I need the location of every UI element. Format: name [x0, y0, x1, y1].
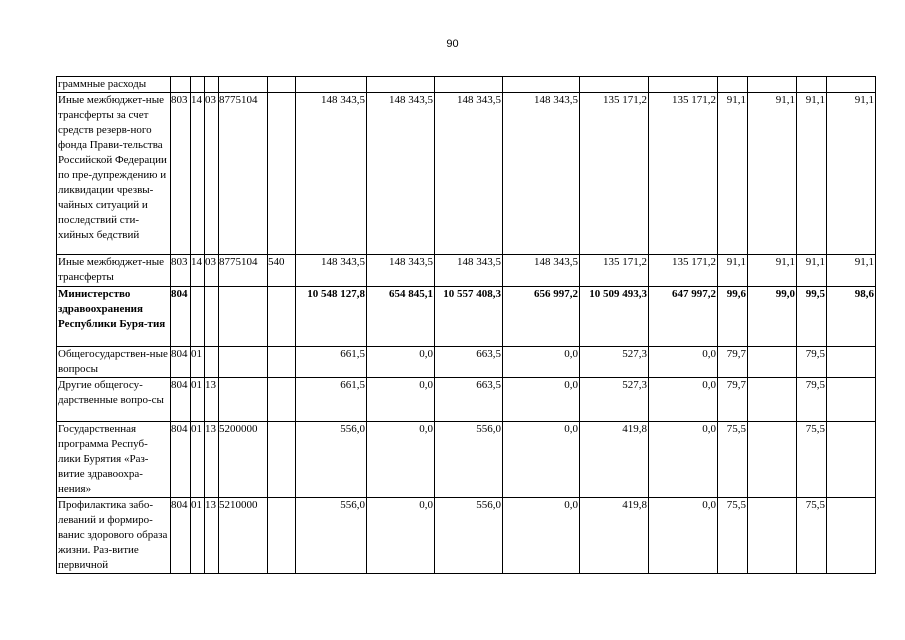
row-name: Другие общегосу-дарственные вопро-сы [57, 378, 171, 422]
ved-code: 804 [171, 378, 191, 422]
percent-2: 91,1 [748, 255, 797, 287]
approved-total: 556,0 [296, 498, 367, 574]
percent-3: 79,5 [797, 347, 827, 378]
percent-4 [827, 347, 876, 378]
target-article-code: 8775104 [219, 93, 268, 255]
table-row [57, 255, 876, 287]
percent-3: 79,5 [797, 378, 827, 422]
row-name: граммные расходы [57, 77, 171, 93]
approved-total: 556,0 [296, 422, 367, 498]
executed-total: 10 509 493,3 [580, 287, 649, 347]
section-code: 01 [191, 347, 205, 378]
approved-federal: 0,0 [367, 378, 435, 422]
approved-total: 10 548 127,8 [296, 287, 367, 347]
percent-3 [797, 77, 827, 93]
refined-total: 148 343,5 [435, 93, 503, 255]
subsection-code: 13 [205, 422, 219, 498]
approved-total: 148 343,5 [296, 93, 367, 255]
refined-total: 663,5 [435, 378, 503, 422]
refined-federal: 148 343,5 [503, 93, 580, 255]
expense-type-code [268, 287, 296, 347]
target-article-code [219, 77, 268, 93]
refined-total: 556,0 [435, 422, 503, 498]
page-number: 90 [446, 38, 459, 50]
percent-1: 79,7 [718, 378, 748, 422]
approved-federal: 0,0 [367, 347, 435, 378]
executed-total [580, 77, 649, 93]
section-code: 01 [191, 422, 205, 498]
percent-4: 91,1 [827, 255, 876, 287]
executed-federal [649, 77, 718, 93]
percent-3: 75,5 [797, 422, 827, 498]
refined-federal: 0,0 [503, 498, 580, 574]
approved-federal: 0,0 [367, 422, 435, 498]
refined-federal: 656 997,2 [503, 287, 580, 347]
percent-2: 99,0 [748, 287, 797, 347]
percent-3: 75,5 [797, 498, 827, 574]
ved-code: 804 [171, 498, 191, 574]
executed-total: 419,8 [580, 422, 649, 498]
percent-3: 91,1 [797, 255, 827, 287]
refined-total [435, 77, 503, 93]
approved-total: 148 343,5 [296, 255, 367, 287]
executed-total: 527,3 [580, 347, 649, 378]
executed-federal: 135 171,2 [649, 93, 718, 255]
percent-4 [827, 498, 876, 574]
target-article-code: 8775104 [219, 255, 268, 287]
row-name: Государственная программа Респуб-лики Бурятия «Раз-витие здравоохра-нения» [57, 422, 171, 498]
percent-4 [827, 422, 876, 498]
row-name: Общегосударствен-ные вопросы [57, 347, 171, 378]
section-code [191, 77, 205, 93]
expense-type-code: 540 [268, 255, 296, 287]
percent-2 [748, 422, 797, 498]
executed-federal: 0,0 [649, 422, 718, 498]
table-row [57, 347, 876, 378]
executed-total: 135 171,2 [580, 255, 649, 287]
percent-2 [748, 347, 797, 378]
target-article-code: 5200000 [219, 422, 268, 498]
table-row [57, 77, 876, 93]
percent-1: 91,1 [718, 93, 748, 255]
executed-federal: 0,0 [649, 347, 718, 378]
table-row [57, 287, 876, 347]
refined-total: 663,5 [435, 347, 503, 378]
subsection-code: 13 [205, 378, 219, 422]
subsection-code [205, 287, 219, 347]
percent-1: 91,1 [718, 255, 748, 287]
approved-federal [367, 77, 435, 93]
approved-federal: 148 343,5 [367, 93, 435, 255]
approved-federal: 148 343,5 [367, 255, 435, 287]
table-row [57, 378, 876, 422]
target-article-code [219, 287, 268, 347]
approved-total [296, 77, 367, 93]
subsection-code [205, 77, 219, 93]
section-code [191, 287, 205, 347]
target-article-code [219, 347, 268, 378]
expense-type-code [268, 422, 296, 498]
refined-total: 148 343,5 [435, 255, 503, 287]
row-name: Иные межбюджет-ные трансферты [57, 255, 171, 287]
section-code: 01 [191, 498, 205, 574]
refined-total: 10 557 408,3 [435, 287, 503, 347]
percent-2 [748, 378, 797, 422]
percent-1: 75,5 [718, 422, 748, 498]
executed-federal: 135 171,2 [649, 255, 718, 287]
section-code: 14 [191, 93, 205, 255]
section-code: 14 [191, 255, 205, 287]
row-name: Иные межбюджет-ные трансферты за счет средств резерв-ного фонда Прави-тельства Российской Федерации по пре-дупреждению и ликвидации чрезвы-чайных ситуаций и последствий сти-хийных бедствий [57, 93, 171, 255]
subsection-code: 13 [205, 498, 219, 574]
percent-2 [748, 77, 797, 93]
refined-federal: 0,0 [503, 378, 580, 422]
percent-4: 98,6 [827, 287, 876, 347]
ved-code: 803 [171, 93, 191, 255]
row-name: Профилактика забо-леваний и формиро-ванис здорового образа жизни. Раз-витие первичной [57, 498, 171, 574]
percent-2 [748, 498, 797, 574]
ved-code: 804 [171, 287, 191, 347]
approved-federal: 654 845,1 [367, 287, 435, 347]
table-row [57, 93, 876, 255]
percent-3: 91,1 [797, 93, 827, 255]
refined-federal [503, 77, 580, 93]
table-row [57, 422, 876, 498]
percent-1: 79,7 [718, 347, 748, 378]
subsection-code: 03 [205, 255, 219, 287]
section-code: 01 [191, 378, 205, 422]
expense-type-code [268, 347, 296, 378]
refined-total: 556,0 [435, 498, 503, 574]
expense-type-code [268, 93, 296, 255]
target-article-code [219, 378, 268, 422]
executed-federal: 0,0 [649, 498, 718, 574]
ved-code: 803 [171, 255, 191, 287]
percent-1 [718, 77, 748, 93]
expense-type-code [268, 77, 296, 93]
ved-code: 804 [171, 347, 191, 378]
percent-4: 91,1 [827, 93, 876, 255]
expense-type-code [268, 498, 296, 574]
percent-2: 91,1 [748, 93, 797, 255]
percent-3: 99,5 [797, 287, 827, 347]
percent-1: 75,5 [718, 498, 748, 574]
table-row [57, 498, 876, 574]
row-name: Министерство здравоохранения Республики Буря-тия [57, 287, 171, 347]
percent-1: 99,6 [718, 287, 748, 347]
expense-type-code [268, 378, 296, 422]
refined-federal: 148 343,5 [503, 255, 580, 287]
budget-table [56, 76, 876, 574]
executed-federal: 0,0 [649, 378, 718, 422]
executed-federal: 647 997,2 [649, 287, 718, 347]
executed-total: 527,3 [580, 378, 649, 422]
target-article-code: 5210000 [219, 498, 268, 574]
subsection-code: 03 [205, 93, 219, 255]
approved-total: 661,5 [296, 347, 367, 378]
percent-4 [827, 378, 876, 422]
executed-total: 419,8 [580, 498, 649, 574]
ved-code [171, 77, 191, 93]
refined-federal: 0,0 [503, 347, 580, 378]
subsection-code [205, 347, 219, 378]
ved-code: 804 [171, 422, 191, 498]
executed-total: 135 171,2 [580, 93, 649, 255]
approved-federal: 0,0 [367, 498, 435, 574]
approved-total: 661,5 [296, 378, 367, 422]
percent-4 [827, 77, 876, 93]
refined-federal: 0,0 [503, 422, 580, 498]
